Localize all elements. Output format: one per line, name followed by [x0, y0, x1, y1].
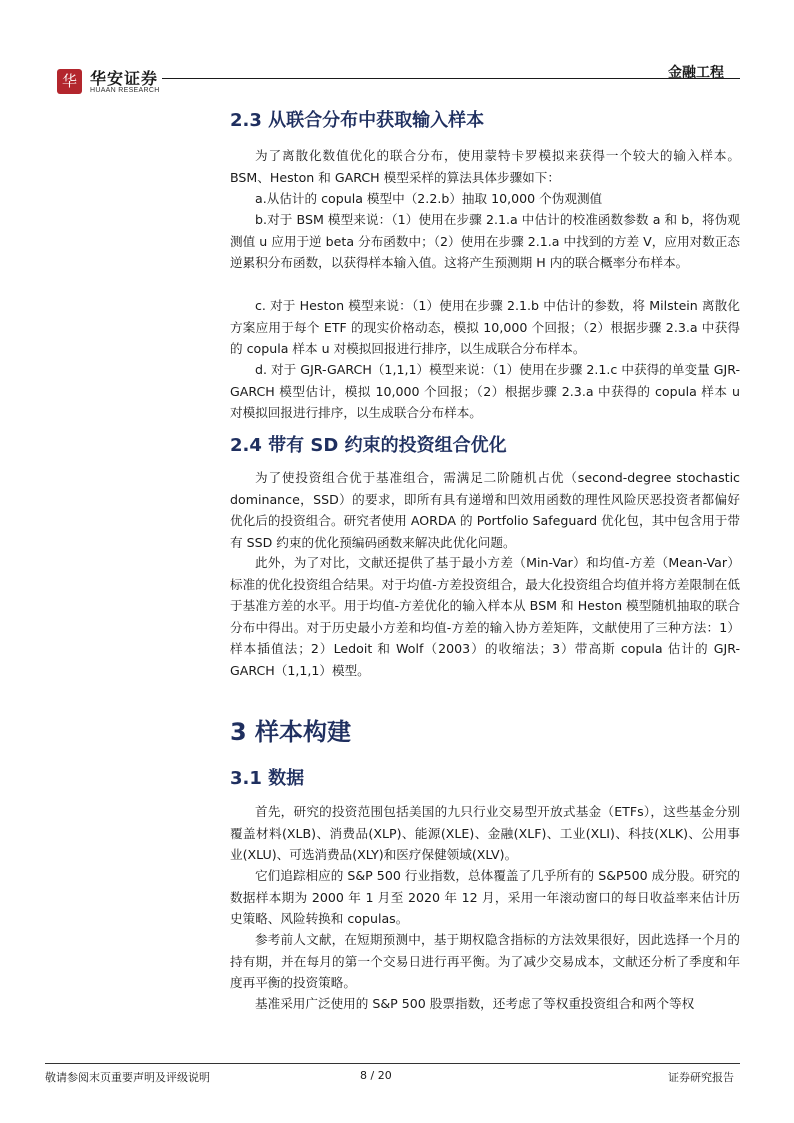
- paragraph: 此外，为了对比，文献还提供了基于最小方差（Min-Var）和均值-方差（Mean-Var）标准的优化投资组合结果。对于均值-方差投资组合，最大化投资组合均值并将方差限制在低于基准方差的水平。用于均值-方差优化的输入样本从 BSM 和 Heston 模型随机抽取的联合分布中得出。对于历史最小方差和均值-方差的输入协方差矩阵，文献使用了三种方法：1）样本插值法；2）Ledoit 和 Wolf（2003）的收缩法；3）带高斯 copula 估计的 GJR-GARCH（1,1,1）模型。: [230, 555, 740, 678]
- report-type: 证券研究报告: [668, 1071, 734, 1084]
- page-header: [0, 0, 794, 100]
- paragraph: 首先，研究的投资范围包括美国的九只行业交易型开放式基金（ETFs），这些基金分别覆盖材料(XLB)、消费品(XLP)、能源(XLE)、金融(XLF)、工业(XLI)、科技(XLK)、公用事业(XLU)、可选消费品(XLY)和医疗保健领域(XLV)。: [230, 804, 740, 862]
- section-tag: 金融工程: [668, 65, 724, 81]
- paragraph: 它们追踪相应的 S&P 500 行业指数，总体覆盖了几乎所有的 S&P500 成分股。研究的数据样本期为 2000 年 1 月至 2020 年 12 月，采用一年滚动窗口的每日收益率来估计历史策略、风险转换和 copulas。: [230, 868, 740, 926]
- paragraph: 基准采用广泛使用的 S&P 500 股票指数，还考虑了等权重投资组合和两个等权: [255, 996, 695, 1011]
- paragraph: a.从估计的 copula 模型中（2.2.b）抽取 10,000 个伪观测值: [255, 191, 603, 206]
- page-number: 8 / 20: [360, 1069, 392, 1082]
- section-title-2-3: 2.3 从联合分布中获取输入样本: [230, 110, 485, 131]
- header-divider: [162, 78, 740, 79]
- brand-name: 华安证券: [90, 69, 159, 88]
- footer-disclaimer: 敬请参阅末页重要声明及评级说明: [45, 1071, 210, 1084]
- paragraph: 参考前人文献，在短期预测中，基于期权隐含指标的方法效果很好，因此选择一个月的持有期，并在每月的第一个交易日进行再平衡。为了减少交易成本，文献还分析了季度和年度再平衡的投资策略。: [230, 932, 740, 990]
- paragraph: 为了使投资组合优于基准组合，需满足二阶随机占优（second-degree stochastic dominance，SSD）的要求，即所有具有递增和凹效用函数的理性风险厌恶投资者都偏好优化后的投资组合。研究者使用 AORDA 的 Portfolio Safeguard 优化包，其中包含用于带有 SSD 约束的优化预编码函数来解决此优化问题。: [230, 470, 740, 550]
- chapter-title-3: 3 样本构建: [230, 718, 352, 746]
- paragraph: 为了离散化数值优化的联合分布，使用蒙特卡罗模拟来获得一个较大的输入样本。BSM、Heston 和 GARCH 模型采样的算法具体步骤如下：: [230, 148, 740, 185]
- section-title-3-1: 3.1 数据: [230, 768, 305, 789]
- paragraph: d. 对于 GJR-GARCH（1,1,1）模型来说：（1）使用在步骤 2.1.c 中获得的单变量 GJR-GARCH 模型估计，模拟 10,000 个回报；（2）根据步骤 2.3.a 中获得的 copula 样本 u 对模拟回报进行排序，以生成联合分布样本。: [230, 362, 740, 420]
- paragraph: c. 对于 Heston 模型来说：（1）使用在步骤 2.1.b 中估计的参数，将 Milstein 离散化方案应用于每个 ETF 的现实价格动态，模拟 10,000 个回报；（2）根据步骤 2.3.a 中获得的 copula 样本 u 对模拟回报进行排序，以生成联合分布样本。: [230, 298, 740, 356]
- brand-subtitle: HUAAN RESEARCH: [90, 87, 160, 94]
- huaan-logo-icon: 华: [57, 69, 82, 94]
- footer-divider: [45, 1063, 740, 1064]
- paragraph: b.对于 BSM 模型来说：（1）使用在步骤 2.1.a 中估计的校准函数参数 a 和 b，将伪观测值 u 应用于逆 beta 分布函数中；（2）使用在步骤 2.1.a 中找到的方差 V，应用对数正态逆累积分布函数，以获得样本输入值。这将产生预测期 H 内的联合概率分布样本。: [230, 212, 740, 270]
- section-title-2-4: 2.4 带有 SD 约束的投资组合优化: [230, 435, 507, 456]
